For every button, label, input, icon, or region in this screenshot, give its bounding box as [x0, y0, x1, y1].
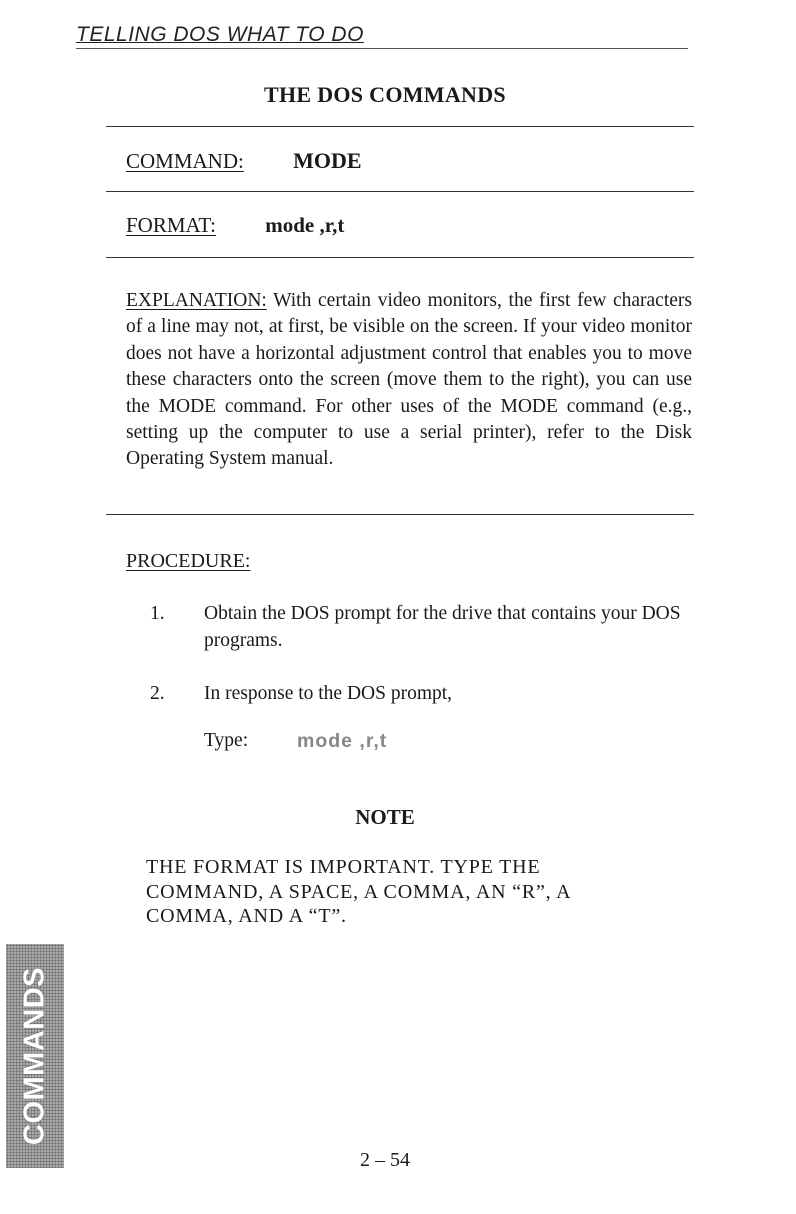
divider [106, 126, 694, 127]
procedure-heading [126, 550, 250, 573]
format-row [126, 213, 344, 238]
procedure-step [150, 600, 694, 656]
command-value: MODE [293, 148, 362, 173]
step-number: 2. [150, 683, 165, 704]
command-label: COMMAND: [126, 149, 244, 173]
side-tab-label: COMMANDS [18, 967, 51, 1145]
note-text: THE FORMAT IS IMPORTANT. TYPE THE COMMAND, A SPACE, A COMMA, AN “R”, A COMMA, AND A “T”. [146, 856, 571, 927]
note-heading: NOTE [355, 805, 415, 829]
running-header [76, 24, 688, 49]
running-header-title: TELLING DOS WHAT TO DO [76, 23, 364, 46]
explanation-paragraph [126, 288, 692, 473]
command-row [126, 148, 362, 174]
type-label: Type: [204, 730, 249, 751]
divider [106, 191, 694, 192]
explanation-text: With certain video monitors, the first few characters of a line may not, at first, be visible on the screen. If your video monitor does not have a horizontal adjustment control that enables you to move these characters onto the screen (move them to the right), you can use the MODE command. For other uses of the MODE command (e.g., setting up the computer to use a serial printer), refer to the Disk Operating System manual. [126, 290, 692, 470]
step-text: In response to the DOS prompt, [204, 683, 453, 704]
type-command: mode ,r,t [297, 730, 388, 752]
divider [106, 514, 694, 515]
format-label: FORMAT: [126, 213, 216, 237]
procedure-label: PROCEDURE: [126, 550, 251, 572]
page-number: 2 – 54 [360, 1149, 410, 1171]
explanation-label: EXPLANATION: [126, 290, 267, 311]
step-number: 1. [150, 603, 165, 624]
divider [106, 257, 694, 258]
commands-side-tab [6, 944, 64, 1168]
procedure-step [150, 680, 694, 710]
page-title: THE DOS COMMANDS [264, 82, 506, 107]
format-value: mode ,r,t [265, 213, 345, 237]
step-text: Obtain the DOS prompt for the drive that contains your DOS programs. [204, 603, 681, 651]
